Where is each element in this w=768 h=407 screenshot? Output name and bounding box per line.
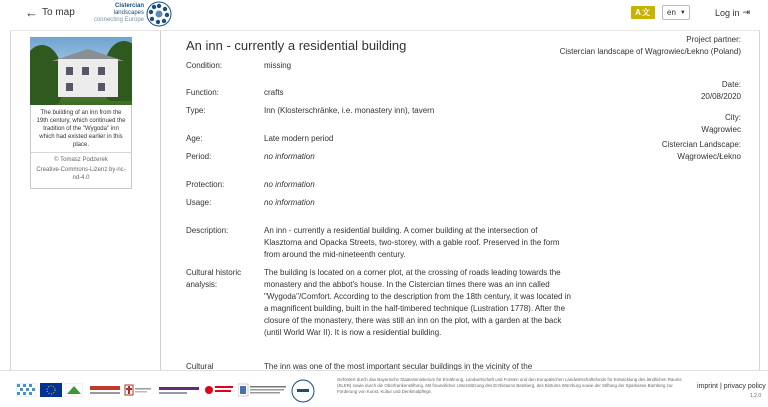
- photo-license: Creative-Commons-Lizenz by-nc-nd-4.0: [36, 167, 126, 181]
- field-value: The building is located on a corner plot, at the crossing of roads leading towards the monastery and the abbot's house. In the Cistercian times there was an inn called "Wygoda"/Comfort. According to the description from the 18th century, it was located in a magnificent building, built in the half-timbered technique (Lustration 1778). After the closure of the monastery, there was still an inn on the plot, with a garden at the back (until World War II). It is now a residential building.: [264, 268, 571, 337]
- building-photo[interactable]: [30, 37, 132, 105]
- back-to-map-label: To map: [42, 7, 75, 18]
- project-partner-value: Cistercian landscape of Wągrowiec/Łekno (Poland): [559, 47, 741, 56]
- imprint-link[interactable]: imprint: [697, 383, 719, 390]
- oberfranken-stiftung-logo: [90, 383, 120, 397]
- landscape-value: Wągrowiec/Łekno: [677, 152, 741, 161]
- privacy-policy-link[interactable]: privacy policy: [723, 383, 766, 390]
- dioezese-wuerzburg-logo: [159, 383, 199, 397]
- logo-line-3: connecting Europe: [93, 17, 144, 23]
- landkreis-logo: [238, 383, 288, 397]
- detail-panel: [10, 30, 760, 370]
- footer-links: [697, 383, 766, 390]
- language-select[interactable]: [662, 5, 690, 20]
- field-value: no information: [264, 198, 315, 207]
- logo-emblem-icon: [146, 1, 172, 27]
- field-label: Function:: [186, 88, 219, 97]
- landscape-info: [551, 139, 741, 163]
- field-label: Protection:: [186, 180, 225, 189]
- funding-text: Gefördert durch das Bayerische Staatsministerium für Ernährung, Landwirtschaft und Forsten und den Europäischen Landwirtschaftsfonds für Entwicklung des ländlichen Raums (ELER) sowie durch die Oberfrankenstiftung. Mit freundlicher Unterstützung des Erzbistums Bamberg, des Bistums Würzburg sowie der Stiftung der Sparkasse Bamberg zur Förderung von Kunst, Kultur und Denkmalpflege.: [337, 377, 682, 394]
- field-label: Cultural historic analysis:: [186, 268, 242, 289]
- language-value: en: [667, 8, 676, 17]
- field-value: The inn was one of the most important secular buildings in the vicinity of the: [264, 362, 533, 370]
- field-label: Period:: [186, 152, 212, 161]
- project-partner-label: Project partner:: [686, 35, 741, 44]
- back-to-map-link[interactable]: [25, 6, 75, 19]
- version-label: 1.2.0: [750, 393, 762, 399]
- photo-caption: The building of an inn from the 19th century, which continued the tradition of the "Wygoda" inn which had existed earlier in this place.: [31, 105, 131, 153]
- bavaria-flag-logo: [16, 383, 36, 397]
- logo-line-1: Cistercian: [114, 3, 144, 9]
- footer-separator: |: [719, 383, 722, 390]
- header: [0, 0, 768, 30]
- login-link[interactable]: [715, 7, 750, 18]
- field-value: crafts: [264, 88, 284, 97]
- field-value: no information: [264, 180, 315, 189]
- page-title: An inn - currently a residential building: [186, 38, 407, 53]
- eu-flag-logo: [40, 383, 62, 397]
- field-label: Age:: [186, 134, 203, 143]
- eler-logo: [65, 383, 83, 397]
- erzbistum-bamberg-logo: [123, 383, 153, 397]
- field-label: Cultural: [186, 362, 214, 370]
- field-value: Late modern period: [264, 134, 334, 143]
- field-value: An inn - currently a residential building. A corner building at the intersection of Klasztorna and Opacka Streets, two-storey, with a gable roof. Preserved in the form from around the mid-nineteenth century.: [264, 226, 560, 259]
- city-value: Wągrowiec: [701, 125, 741, 134]
- project-partner: [551, 34, 741, 58]
- field-label: Type:: [186, 106, 206, 115]
- footer: [0, 370, 768, 407]
- photo-caption-box: [30, 105, 132, 189]
- translate-icon[interactable]: A文: [631, 6, 655, 19]
- date-value: 20/08/2020: [700, 92, 741, 101]
- login-icon: ⇥: [742, 7, 751, 17]
- image-sidebar: [11, 31, 161, 370]
- landscape-label: Cistercian Landscape:: [661, 140, 741, 149]
- field-value: no information: [264, 152, 315, 161]
- field-label: Usage:: [186, 198, 212, 207]
- cistercian-logo[interactable]: [88, 1, 172, 27]
- logo-line-2: landscapes: [113, 10, 144, 16]
- field-label: Condition:: [186, 61, 223, 70]
- city-info: [551, 112, 741, 136]
- arrow-left-icon: ←: [25, 5, 38, 20]
- photo-copyright: © Tomasz Podzerek: [54, 157, 108, 163]
- field-value: missing: [264, 61, 292, 70]
- login-label: Log in: [715, 7, 740, 18]
- sparkasse-bamberg-logo: [204, 383, 234, 397]
- city-label: City:: [725, 113, 741, 122]
- field-value: Inn (Klosterschränke, i.e. monastery inn), tavern: [264, 106, 435, 115]
- landkreis-bamberg-round-logo: [291, 379, 315, 403]
- date-info: [551, 79, 741, 103]
- field-label: Description:: [186, 226, 229, 235]
- chevron-down-icon: ▼: [679, 9, 686, 16]
- date-label: Date:: [721, 80, 741, 89]
